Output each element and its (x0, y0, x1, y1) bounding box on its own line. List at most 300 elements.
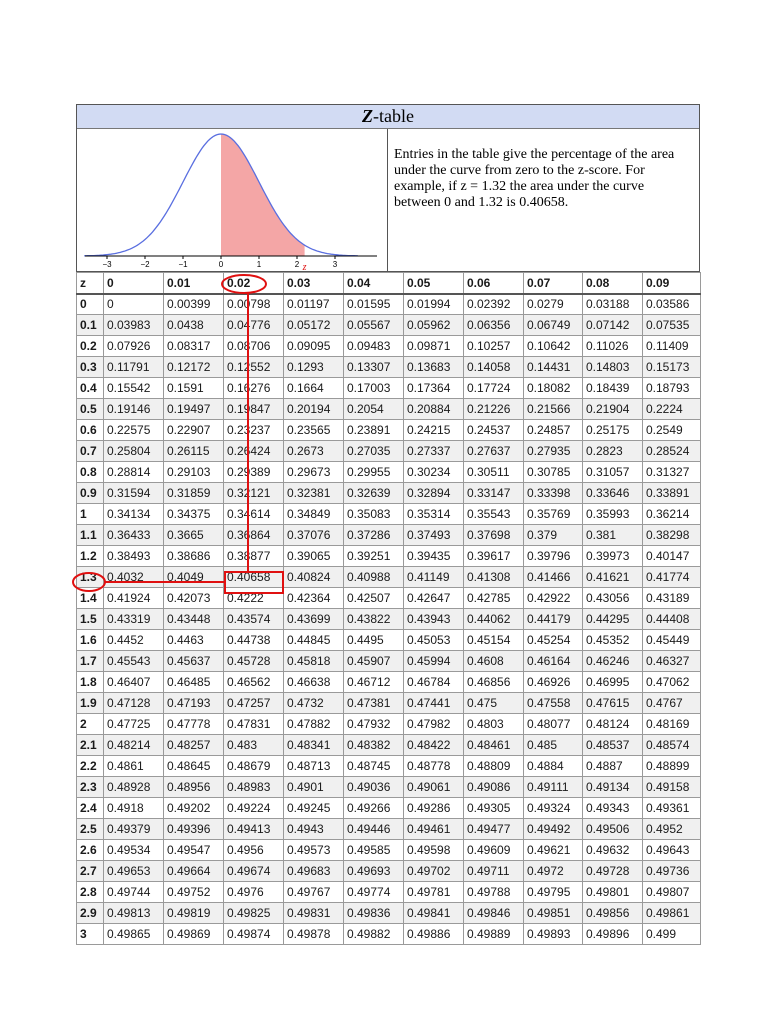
table-cell: 0.36864 (224, 525, 284, 546)
table-cell: 0.49396 (164, 819, 224, 840)
table-cell: 0.45994 (404, 651, 464, 672)
header-col: 0.02 (224, 273, 284, 294)
table-cell: 0.49693 (344, 861, 404, 882)
table-cell: 0.49461 (404, 819, 464, 840)
table-cell: 0.41621 (583, 567, 643, 588)
table-cell: 0.1591 (164, 378, 224, 399)
table-cell: 0.21904 (583, 399, 643, 420)
table-cell: 0.49882 (344, 924, 404, 945)
table-cell: 0.49573 (284, 840, 344, 861)
table-cell: 0.49801 (583, 882, 643, 903)
z-row-label: 1.4 (77, 588, 104, 609)
table-cell: 0.49534 (104, 840, 164, 861)
table-cell: 0.27935 (524, 441, 583, 462)
table-cell: 0.22907 (164, 420, 224, 441)
table-cell: 0.48257 (164, 735, 224, 756)
table-cell: 0.49896 (583, 924, 643, 945)
table-cell: 0.32639 (344, 483, 404, 504)
table-cell: 0.15173 (643, 357, 701, 378)
table-row (77, 672, 701, 693)
table-row (77, 882, 701, 903)
table-cell: 0.31859 (164, 483, 224, 504)
table-cell: 0.33398 (524, 483, 583, 504)
table-cell: 0.44408 (643, 609, 701, 630)
table-cell: 0.49609 (464, 840, 524, 861)
table-row (77, 357, 701, 378)
table-cell: 0.20194 (284, 399, 344, 420)
table-cell: 0.499 (643, 924, 701, 945)
title-suffix: -table (373, 106, 414, 126)
table-cell: 0.22575 (104, 420, 164, 441)
table-cell: 0.27035 (344, 441, 404, 462)
z-row-label: 0.1 (77, 315, 104, 336)
table-cell: 0.37698 (464, 525, 524, 546)
table-cell: 0.4952 (643, 819, 701, 840)
table-cell: 0.4767 (643, 693, 701, 714)
table-cell: 0.4976 (224, 882, 284, 903)
table-cell: 0.49674 (224, 861, 284, 882)
table-cell: 0.18082 (524, 378, 583, 399)
table-cell: 0.49202 (164, 798, 224, 819)
table-cell: 0.49856 (583, 903, 643, 924)
header-col: 0.06 (464, 273, 524, 294)
z-row-label: 0.2 (77, 336, 104, 357)
table-cell: 0.49598 (404, 840, 464, 861)
table-cell: 0.41466 (524, 567, 583, 588)
table-cell: 0.14058 (464, 357, 524, 378)
table-cell: 0.49324 (524, 798, 583, 819)
table-cell: 0.379 (524, 525, 583, 546)
table-cell: 0.04776 (224, 315, 284, 336)
table-cell: 0.39435 (404, 546, 464, 567)
bell-curve-line (84, 134, 358, 256)
z-row-label: 0.8 (77, 462, 104, 483)
table-cell: 0.12172 (164, 357, 224, 378)
table-cell: 0.4901 (284, 777, 344, 798)
table-cell: 0.11409 (643, 336, 701, 357)
table-cell: 0.42507 (344, 588, 404, 609)
table-cell: 0.42785 (464, 588, 524, 609)
table-cell: 0.47441 (404, 693, 464, 714)
table-cell: 0.24857 (524, 420, 583, 441)
table-cell: 0.39973 (583, 546, 643, 567)
table-cell: 0.46995 (583, 672, 643, 693)
table-cell: 0.26424 (224, 441, 284, 462)
table-cell: 0.49767 (284, 882, 344, 903)
table-cell: 0.4463 (164, 630, 224, 651)
table-cell: 0.4956 (224, 840, 284, 861)
table-row (77, 735, 701, 756)
header-col: 0.09 (643, 273, 701, 294)
table-cell: 0.48928 (104, 777, 164, 798)
table-cell: 0.36433 (104, 525, 164, 546)
table-cell: 0.45907 (344, 651, 404, 672)
table-cell: 0.44179 (524, 609, 583, 630)
table-cell: 0.49795 (524, 882, 583, 903)
z-row-label: 0.5 (77, 399, 104, 420)
table-cell: 0.48077 (524, 714, 583, 735)
table-cell: 0.4495 (344, 630, 404, 651)
table-cell: 0.23237 (224, 420, 284, 441)
table-cell: 0.09095 (284, 336, 344, 357)
table-cell: 0.49874 (224, 924, 284, 945)
table-cell: 0.45728 (224, 651, 284, 672)
table-cell: 0.1293 (284, 357, 344, 378)
table-cell: 0.05567 (344, 315, 404, 336)
table-cell: 0.12552 (224, 357, 284, 378)
z-score-table (76, 272, 701, 945)
table-cell: 0.49861 (643, 903, 701, 924)
z-row-label: 1 (77, 504, 104, 525)
header-col: 0 (104, 273, 164, 294)
table-cell: 0.45449 (643, 630, 701, 651)
table-cell: 0.41308 (464, 567, 524, 588)
table-cell: 0.49061 (404, 777, 464, 798)
z-row-label: 0.6 (77, 420, 104, 441)
table-cell: 0.49305 (464, 798, 524, 819)
table-cell: 0.49086 (464, 777, 524, 798)
table-cell: 0 (104, 294, 164, 315)
table-cell: 0.20884 (404, 399, 464, 420)
table-cell: 0.49224 (224, 798, 284, 819)
table-cell: 0.43319 (104, 609, 164, 630)
table-cell: 0.44738 (224, 630, 284, 651)
table-cell: 0.48983 (224, 777, 284, 798)
table-row (77, 609, 701, 630)
table-cell: 0.47558 (524, 693, 583, 714)
table-cell: 0.46562 (224, 672, 284, 693)
table-cell: 0.49752 (164, 882, 224, 903)
table-cell: 0.34614 (224, 504, 284, 525)
table-row (77, 924, 701, 945)
table-cell: 0.14803 (583, 357, 643, 378)
table-row (77, 651, 701, 672)
table-cell: 0.37493 (404, 525, 464, 546)
table-cell: 0.29955 (344, 462, 404, 483)
z-row-label: 2.1 (77, 735, 104, 756)
header-col: 0.05 (404, 273, 464, 294)
table-cell: 0.37286 (344, 525, 404, 546)
table-cell: 0.49266 (344, 798, 404, 819)
table-cell: 0.49621 (524, 840, 583, 861)
table-row (77, 546, 701, 567)
table-cell: 0.45637 (164, 651, 224, 672)
z-row-label: 1.9 (77, 693, 104, 714)
table-cell: 0.49702 (404, 861, 464, 882)
table-cell: 0.4887 (583, 756, 643, 777)
table-cell: 0.34375 (164, 504, 224, 525)
table-cell: 0.46638 (284, 672, 344, 693)
table-cell: 0.19146 (104, 399, 164, 420)
table-cell: 0.43189 (643, 588, 701, 609)
table-cell: 0.35314 (404, 504, 464, 525)
table-cell: 0.49869 (164, 924, 224, 945)
table-cell: 0.45254 (524, 630, 583, 651)
z-row-label: 2.3 (77, 777, 104, 798)
table-cell: 0.42364 (284, 588, 344, 609)
table-cell: 0.49547 (164, 840, 224, 861)
table-cell: 0.483 (224, 735, 284, 756)
table-cell: 0.49886 (404, 924, 464, 945)
table-cell: 0.27337 (404, 441, 464, 462)
table-row (77, 819, 701, 840)
table-cell: 0.39796 (524, 546, 583, 567)
table-cell: 0.03188 (583, 294, 643, 315)
table-cell: 0.49889 (464, 924, 524, 945)
table-cell: 0.47062 (643, 672, 701, 693)
table-cell: 0.05962 (404, 315, 464, 336)
table-cell: 0.08706 (224, 336, 284, 357)
table-cell: 0.15542 (104, 378, 164, 399)
table-cell: 0.49831 (284, 903, 344, 924)
z-row-label: 1.3 (77, 567, 104, 588)
table-cell: 0.4452 (104, 630, 164, 651)
z-row-label: 1.6 (77, 630, 104, 651)
table-row (77, 378, 701, 399)
table-cell: 0.14431 (524, 357, 583, 378)
table-cell: 0.33646 (583, 483, 643, 504)
header-col: 0.07 (524, 273, 583, 294)
table-cell: 0.48422 (404, 735, 464, 756)
table-cell: 0.35993 (583, 504, 643, 525)
table-cell: 0.381 (583, 525, 643, 546)
table-cell: 0.49632 (583, 840, 643, 861)
table-row (77, 567, 701, 588)
table-cell: 0.47932 (344, 714, 404, 735)
table-cell: 0.31327 (643, 462, 701, 483)
header-z: z (77, 273, 104, 294)
table-cell: 0.4803 (464, 714, 524, 735)
table-cell: 0.40824 (284, 567, 344, 588)
z-row-label: 0 (77, 294, 104, 315)
table-cell: 0.45352 (583, 630, 643, 651)
table-cell: 0.35769 (524, 504, 583, 525)
table-cell: 0.34134 (104, 504, 164, 525)
table-cell: 0.24215 (404, 420, 464, 441)
table-cell: 0.32121 (224, 483, 284, 504)
table-row (77, 483, 701, 504)
table-cell: 0.47615 (583, 693, 643, 714)
table-cell: 0.32894 (404, 483, 464, 504)
table-cell: 0.4732 (284, 693, 344, 714)
tick-label: 3 (332, 260, 338, 269)
table-cell: 0.17003 (344, 378, 404, 399)
ztable-header-box (76, 104, 700, 272)
table-cell: 0.35543 (464, 504, 524, 525)
table-cell: 0.46246 (583, 651, 643, 672)
table-cell: 0.46712 (344, 672, 404, 693)
table-cell: 0.49506 (583, 819, 643, 840)
table-cell: 0.19497 (164, 399, 224, 420)
table-cell: 0.09483 (344, 336, 404, 357)
table-cell: 0.49736 (643, 861, 701, 882)
table-cell: 0.24537 (464, 420, 524, 441)
table-cell: 0.48214 (104, 735, 164, 756)
table-cell: 0.02392 (464, 294, 524, 315)
table-cell: 0.49825 (224, 903, 284, 924)
table-cell: 0.46485 (164, 672, 224, 693)
table-cell: 0.00798 (224, 294, 284, 315)
table-cell: 0.43943 (404, 609, 464, 630)
table-cell: 0.03983 (104, 315, 164, 336)
table-cell: 0.31057 (583, 462, 643, 483)
table-cell: 0.49361 (643, 798, 701, 819)
table-cell: 0.46926 (524, 672, 583, 693)
table-cell: 0.45053 (404, 630, 464, 651)
table-cell: 0.49492 (524, 819, 583, 840)
table-cell: 0.39065 (284, 546, 344, 567)
table-cell: 0.4861 (104, 756, 164, 777)
table-cell: 0.49643 (643, 840, 701, 861)
table-cell: 0.49744 (104, 882, 164, 903)
table-cell: 0.26115 (164, 441, 224, 462)
table-cell: 0.36214 (643, 504, 701, 525)
table-cell: 0.49343 (583, 798, 643, 819)
table-cell: 0.48574 (643, 735, 701, 756)
table-cell: 0.17364 (404, 378, 464, 399)
table-cell: 0.30785 (524, 462, 583, 483)
table-cell: 0.40658 (224, 567, 284, 588)
table-cell: 0.47128 (104, 693, 164, 714)
table-cell: 0.2823 (583, 441, 643, 462)
table-cell: 0.35083 (344, 504, 404, 525)
z-row-label: 2.5 (77, 819, 104, 840)
table-cell: 0.49865 (104, 924, 164, 945)
z-row-label: 2.9 (77, 903, 104, 924)
table-row (77, 336, 701, 357)
table-cell: 0.38298 (643, 525, 701, 546)
table-cell: 0.48956 (164, 777, 224, 798)
table-row (77, 693, 701, 714)
table-cell: 0.40147 (643, 546, 701, 567)
table-cell: 0.49781 (404, 882, 464, 903)
table-cell: 0.07926 (104, 336, 164, 357)
table-cell: 0.43822 (344, 609, 404, 630)
table-cell: 0.4608 (464, 651, 524, 672)
table-title (77, 105, 699, 129)
table-cell: 0.47725 (104, 714, 164, 735)
table-cell: 0.29673 (284, 462, 344, 483)
table-cell: 0.01994 (404, 294, 464, 315)
tick-label: 2 (294, 260, 300, 269)
table-cell: 0.42647 (404, 588, 464, 609)
table-cell: 0.19847 (224, 399, 284, 420)
table-cell: 0.41774 (643, 567, 701, 588)
table-cell: 0.49653 (104, 861, 164, 882)
table-cell: 0.38686 (164, 546, 224, 567)
table-cell: 0.30234 (404, 462, 464, 483)
tick-label: −1 (178, 260, 188, 269)
table-row (77, 756, 701, 777)
table-cell: 0.38877 (224, 546, 284, 567)
z-row-label: 2.4 (77, 798, 104, 819)
table-cell: 0.48124 (583, 714, 643, 735)
header-row (77, 273, 701, 294)
table-cell: 0.48645 (164, 756, 224, 777)
table-cell: 0.49728 (583, 861, 643, 882)
table-cell: 0.49413 (224, 819, 284, 840)
table-cell: 0.39251 (344, 546, 404, 567)
table-cell: 0.43574 (224, 609, 284, 630)
table-cell: 0.32381 (284, 483, 344, 504)
tick-label: −2 (140, 260, 150, 269)
table-row (77, 294, 701, 315)
table-cell: 0.4032 (104, 567, 164, 588)
table-cell: 0.46164 (524, 651, 583, 672)
table-cell: 0.43699 (284, 609, 344, 630)
table-cell: 0.49836 (344, 903, 404, 924)
table-cell: 0.4972 (524, 861, 583, 882)
description-text: Entries in the table give the percentage of the area under the curve from zero to the z-score. For example, if z = 1.32 the area under the curve between 0 and 1.32 is 0.40658. (394, 147, 675, 210)
table-cell: 0.49851 (524, 903, 583, 924)
z-row-label: 1.5 (77, 609, 104, 630)
table-cell: 0.10257 (464, 336, 524, 357)
table-cell: 0.49379 (104, 819, 164, 840)
z-row-label: 0.7 (77, 441, 104, 462)
table-cell: 0.49664 (164, 861, 224, 882)
table-cell: 0.49807 (643, 882, 701, 903)
table-cell: 0.44062 (464, 609, 524, 630)
shaded-area (221, 134, 305, 256)
table-cell: 0.10642 (524, 336, 583, 357)
table-cell: 0.23565 (284, 420, 344, 441)
table-row (77, 777, 701, 798)
table-cell: 0.48679 (224, 756, 284, 777)
z-row-label: 2 (77, 714, 104, 735)
table-row (77, 504, 701, 525)
title-z: Z (362, 106, 373, 126)
table-cell: 0.44845 (284, 630, 344, 651)
table-cell: 0.49286 (404, 798, 464, 819)
table-cell: 0.46784 (404, 672, 464, 693)
table-cell: 0.48899 (643, 756, 701, 777)
z-row-label: 3 (77, 924, 104, 945)
table-cell: 0.49134 (583, 777, 643, 798)
table-cell: 0.3665 (164, 525, 224, 546)
table-cell: 0.4049 (164, 567, 224, 588)
table-cell: 0.18793 (643, 378, 701, 399)
table-cell: 0.49036 (344, 777, 404, 798)
table-cell: 0.45543 (104, 651, 164, 672)
table-cell: 0.27637 (464, 441, 524, 462)
table-cell: 0.47982 (404, 714, 464, 735)
table-cell: 0.47882 (284, 714, 344, 735)
table-cell: 0.16276 (224, 378, 284, 399)
table-cell: 0.49477 (464, 819, 524, 840)
z-row-label: 2.2 (77, 756, 104, 777)
table-cell: 0.48809 (464, 756, 524, 777)
z-row-label: 2.6 (77, 840, 104, 861)
table-cell: 0.47831 (224, 714, 284, 735)
table-cell: 0.48382 (344, 735, 404, 756)
table-cell: 0.07535 (643, 315, 701, 336)
table-cell: 0.49841 (404, 903, 464, 924)
table-cell: 0.23891 (344, 420, 404, 441)
header-col: 0.03 (284, 273, 344, 294)
table-cell: 0.28524 (643, 441, 701, 462)
table-cell: 0.37076 (284, 525, 344, 546)
table-cell: 0.4918 (104, 798, 164, 819)
header-col: 0.01 (164, 273, 224, 294)
table-cell: 0.25175 (583, 420, 643, 441)
table-cell: 0.49245 (284, 798, 344, 819)
table-cell: 0.2673 (284, 441, 344, 462)
table-cell: 0.4884 (524, 756, 583, 777)
table-cell: 0.2224 (643, 399, 701, 420)
tick-label: −3 (102, 260, 112, 269)
table-cell: 0.40988 (344, 567, 404, 588)
table-cell: 0.2054 (344, 399, 404, 420)
